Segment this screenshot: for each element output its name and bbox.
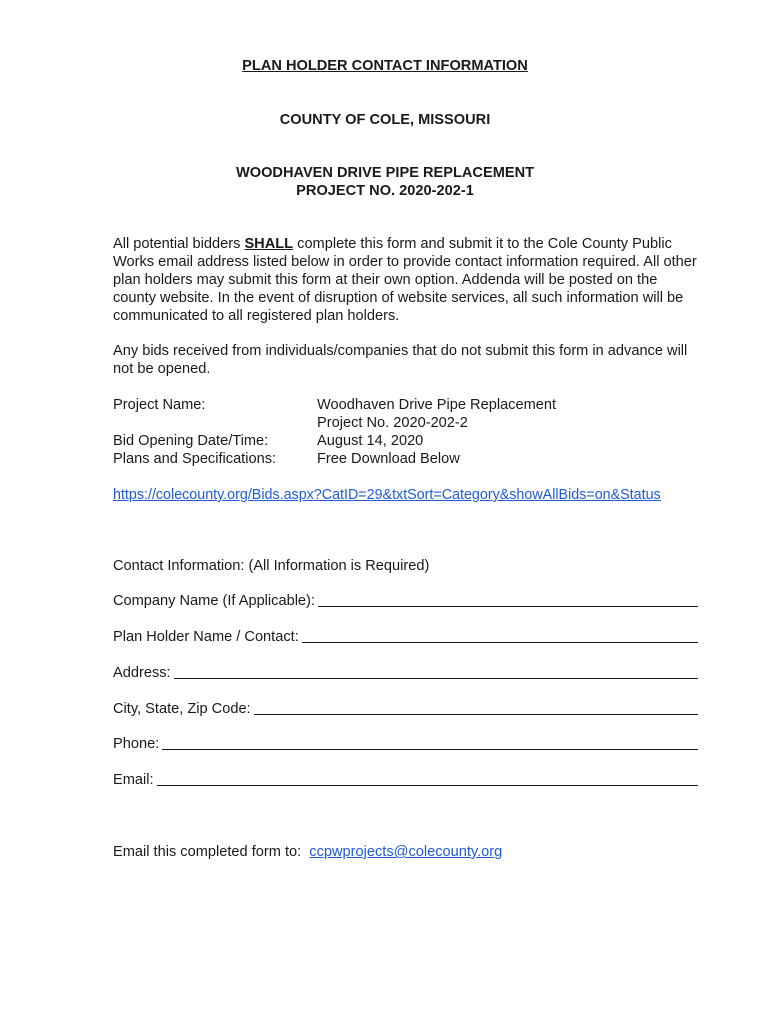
city-state-zip-label: City, State, Zip Code: xyxy=(113,701,251,717)
submit-label: Email this completed form to: xyxy=(113,844,302,860)
plans-label: Plans and Specifications: xyxy=(113,451,277,467)
intro-text-start: All potential bidders xyxy=(113,236,245,252)
company-name-line[interactable] xyxy=(318,592,698,607)
plan-holder-field[interactable] xyxy=(113,628,698,646)
project-no-value: Project No. 2020-202-2 xyxy=(317,415,468,431)
address-field[interactable] xyxy=(113,664,698,682)
phone-field[interactable] xyxy=(113,735,698,753)
project-name-value: Woodhaven Drive Pipe Replacement xyxy=(317,397,557,413)
city-state-zip-line[interactable] xyxy=(254,700,698,715)
intro-text-rest: complete this form and submit it to the Cole County Public Works email address listed below in order to provide contact information required. All other plan holders may submit this form at their own option. Addenda will be posted on the county website. In the event of disruption of website services, all such information will be communicated to all registered plan holders. xyxy=(113,236,697,324)
bid-opening-label: Bid Opening Date/Time: xyxy=(113,433,269,449)
submit-instruction xyxy=(113,843,502,861)
company-name-label: Company Name (If Applicable): xyxy=(113,593,315,609)
plan-holder-line[interactable] xyxy=(302,628,698,643)
submit-email-link[interactable]: ccpwprojects@colecounty.org xyxy=(309,844,503,860)
county-heading: COUNTY OF COLE, MISSOURI xyxy=(279,112,491,128)
project-number: PROJECT NO. 2020-202-1 xyxy=(296,183,474,199)
company-name-field[interactable] xyxy=(113,592,698,610)
bid-opening-value: August 14, 2020 xyxy=(317,433,424,449)
intro-paragraph xyxy=(113,235,703,325)
email-line[interactable] xyxy=(157,771,698,786)
email-field[interactable] xyxy=(113,771,698,789)
city-state-zip-field[interactable] xyxy=(113,700,698,718)
address-line[interactable] xyxy=(174,664,698,679)
intro-emphasis: SHALL xyxy=(244,236,294,252)
phone-line[interactable] xyxy=(162,735,698,750)
phone-label: Phone: xyxy=(113,736,160,752)
address-label: Address: xyxy=(113,665,171,681)
project-title: WOODHAVEN DRIVE PIPE REPLACEMENT xyxy=(235,165,535,181)
plans-value: Free Download Below xyxy=(317,451,460,467)
contact-heading: Contact Information: (All Information is Required) xyxy=(113,558,430,574)
form-title: PLAN HOLDER CONTACT INFORMATION xyxy=(242,58,528,74)
bids-link[interactable]: https://colecounty.org/Bids.aspx?CatID=29&txtSort=Category&showAllBids=on&Status xyxy=(113,487,661,503)
email-label: Email: xyxy=(113,772,154,788)
project-name-label: Project Name: xyxy=(113,397,206,413)
notice-paragraph: Any bids received from individuals/companies that do not submit this form in advance will not be opened. xyxy=(113,343,688,377)
plan-holder-label: Plan Holder Name / Contact: xyxy=(113,629,299,645)
